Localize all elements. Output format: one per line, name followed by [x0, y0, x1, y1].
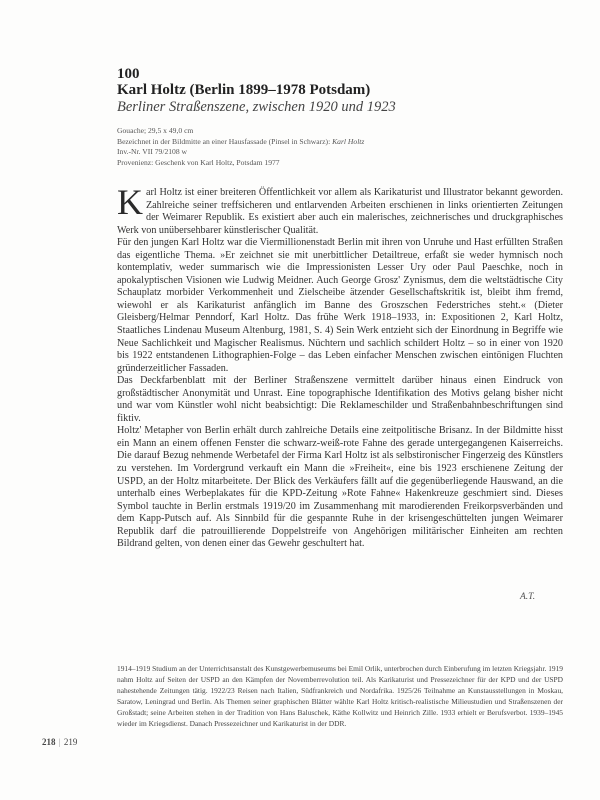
essay-paragraph-text: arl Holtz ist einer breiteren Öffentlichkeit vor allem als Karikaturist und Illustrator bekannt geworden. Zahlreiche seiner treffsicheren und entlarvenden Arbeiten erschienen in links orientierten Zeitungen der Weimarer Republik. Es existiert aber auch ein malerisches, zeichnerisches und druckgraphisches Werk von unübersehbarer künstlerischer Qualität. — [117, 187, 563, 236]
artist-heading: Karl Holtz (Berlin 1899–1978 Potsdam) — [117, 82, 371, 98]
current-page-number: 218 — [42, 737, 56, 747]
medium-and-dimensions: Gouache; 29,5 x 49,0 cm — [117, 126, 194, 135]
artist-biography: 1914–1919 Studium an der Unterrichtsanstalt des Kunstgewerbemuseums bei Emil Orlik, unterbrochen durch Einberufung im letzten Kriegsjahr. 1919 nahm Holtz auf Seiten der USPD an den Kämpfen der Novemberrevolution teil. Als Karikaturist und Pressezeichner für der KPD und der USPD nahestehende Zeitungen tätig. 1922/23 Reisen nach Italien, Südfrankreich und Nordafrika. 1925/26 Teilnahme an Kunstausstellungen in Moskau, Saratow, Leningrad und Berlin. Als Themen seiner graphischen Blätter wählte Karl Holtz kritisch-realistische Milieustudien und Straßenszenen der Großstadt; seine Arbeiten stehen in der Tradition von Hans Baluschek, Käthe Kollwitz und Heinrich Zille. 1933 erhielt er Berufsverbot. 1939–1945 wieder im Kriegsdienst. Danach Pressezeichner und Karikaturist in der DDR. — [117, 664, 563, 729]
inscription-text: Bezeichnet in der Bildmitte an einer Hausfassade (Pinsel in Schwarz): — [117, 136, 333, 146]
essay-paragraph — [117, 182, 563, 237]
essay-paragraph: Für den jungen Karl Holtz war die Viermillionenstadt Berlin mit ihren von Unruhe und Hast erfüllten Straßen das eigentliche Thema. »Er zeichnet sie mit unerbittlicher Detailtreue, erfaßt sie weder hymnisch noch kontemplativ, weder summarisch wie die Impressionisten Lesser Ury oder Paul Paeschke, noch in apokalyptischen Visionen wie Ludwig Meidner. Auch George Grosz' Zynismus, dem die weltstädtische City Schauplatz morbider Verkommenheit und Zielscheibe ätzender Gesellschaftskritik ist, bleibt ihm fremd, wiewohl er als Karikaturist anfänglich im Banne des Groszschen Federstriches steht.« (Dieter Gleisberg/Helmar Penndorf, Karl Holtz. Das frühe Werk 1918–1933, in: Expositionen 2, Karl Holtz, Staatliches Lindenau Museum Altenburg, 1981, S. 4) Sein Werk entzieht sich der Einordnung in Begriffe wie Neue Sachlichkeit und Magischer Realismus. Nüchtern und sachlich schildert Holtz – so in einer von 1920 bis 1922 entstandenen Lithographien-Folge – das Leben einfacher Menschen zwischen eintönigen Fluchten gründerzeitlicher Fassaden. — [117, 237, 563, 374]
essay-paragraph: Holtz' Metapher von Berlin erhält durch zahlreiche Details eine zeitpolitische Brisanz. In der Bildmitte hisst ein Mann an einem offenen Fenster die schwarz-weiß-rote Fahne des gerade untergegangenen Kaiserreichs. Die darauf Bezug nehmende Werbetafel der Firma Karl Holtz ist als selbstironischer Fingerzeig des Künstlers zu verstehen. Im Vordergrund verkauft ein Mann die »Freiheit«, eine bis 1923 erschienene Zeitung der USPD, an der Holtz mitarbeitete. Der Blick des Verkäufers fällt auf die gegenüberliegende Hauswand, an die unterhalb eines Werbeplakates für die KPD-Zeitung »Rote Fahne« Hakenkreuze geschmiert sind. Dieses Symbol tauchte in Berlin erstmals 1919/20 im Zusammenhang mit marodierenden Freikorpsverbänden und dem Kapp-Putsch auf. Als Sinnbild für die gespannte Ruhe in der krisengeschüttelten jungen Weimarer Republik darf die patrouillierende Doppelstreife von Angehörigen militärischer Einheiten am rechten Bildrand gelten, von denen einer das Gewehr geschultert hat. — [117, 425, 563, 550]
essay-body — [117, 182, 563, 551]
drop-cap: K — [117, 182, 143, 222]
artwork-metadata — [117, 126, 364, 168]
inscription-signature: Karl Holtz — [332, 136, 365, 146]
author-initials: A.T. — [520, 592, 536, 602]
page-numbers — [42, 737, 77, 747]
essay-paragraph: Das Deckfarbenblatt mit der Berliner Straßenszene vermittelt darüber hinaus einen Eindruck von großstädtischer Anonymität und Unrast. Eine topographische Identifikation des Motivs gelang bisher nicht und war vom Künstler wohl nicht beabsichtigt: Die Reklameschilder und Straßenbahnbeschriftungen sind fiktiv. — [117, 375, 563, 424]
provenance: Provenienz: Geschenk von Karl Holtz, Potsdam 1977 — [117, 157, 280, 167]
inscription-line — [117, 137, 364, 148]
page-separator: | — [58, 737, 61, 747]
inventory-number: Inv.-Nr. VII 79/2108 w — [117, 147, 188, 157]
catalog-number: 100 — [117, 66, 140, 82]
facing-page-number: 219 — [63, 737, 78, 747]
artwork-title: Berliner Straßenszene, zwischen 1920 und 1923 — [117, 99, 396, 115]
